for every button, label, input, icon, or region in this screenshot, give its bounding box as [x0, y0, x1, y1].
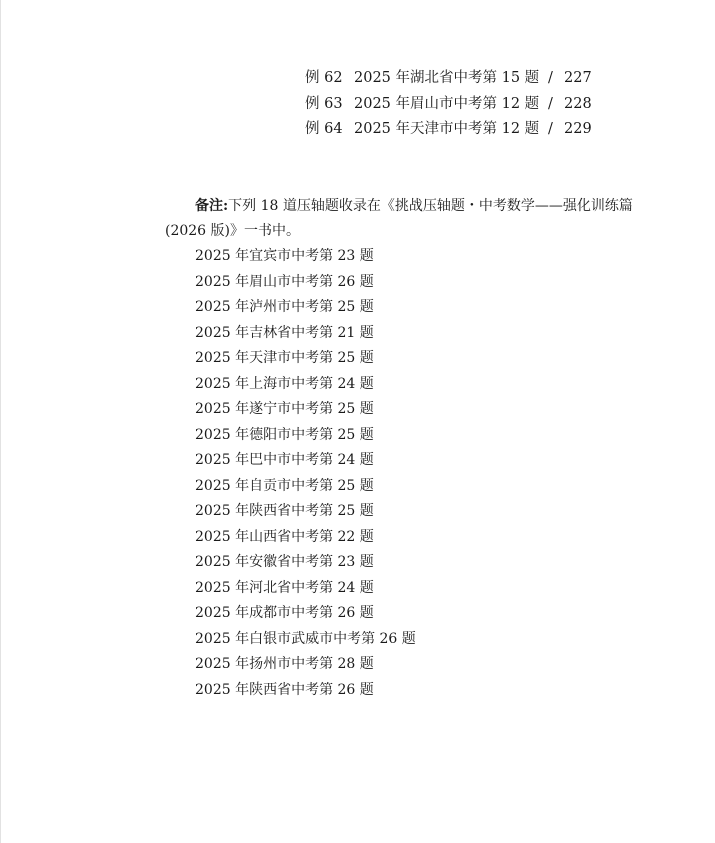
toc-entry-title: 2025 年天津市中考第 12 题 — [354, 121, 540, 137]
list-item: 2025 年天津市中考第 25 题 — [195, 350, 374, 366]
list-item: 2025 年成都市中考第 26 题 — [195, 605, 374, 621]
toc-entry — [305, 66, 592, 92]
list-item: 2025 年吉林省中考第 21 题 — [195, 324, 374, 341]
toc-entry-title: 2025 年眉山市中考第 12 题 — [354, 95, 540, 112]
list-item: 2025 年上海市中考第 24 题 — [195, 375, 374, 392]
list-item: 2025 年陕西省中考第 25 题 — [195, 503, 374, 519]
note-paragraph — [165, 194, 699, 244]
list-item: 2025 年泸州市中考第 25 题 — [195, 299, 374, 315]
toc-entry — [305, 92, 592, 118]
list-item: 2025 年安徽省中考第 23 题 — [195, 554, 374, 570]
list-item: 2025 年白银市武威市中考第 26 题 — [195, 630, 416, 647]
toc-entry-separator: / — [548, 70, 553, 86]
toc-entry-page: 229 — [564, 121, 592, 137]
toc-entry-separator: / — [548, 95, 553, 112]
note-text-continued: (2026 版)》一书中。 — [165, 223, 301, 239]
toc-entry-title: 2025 年湖北省中考第 15 题 — [354, 70, 540, 86]
list-item: 2025 年巴中市中考第 24 题 — [195, 452, 374, 468]
toc-entry-separator: / — [548, 121, 553, 137]
note-line — [165, 194, 699, 219]
note-text: 下列 18 道压轴题收录在《挑战压轴题・中考数学——强化训练篇 — [228, 198, 633, 214]
list-item: 2025 年自贡市中考第 25 题 — [195, 477, 374, 494]
toc-entry-label: 例 63 — [305, 95, 343, 112]
list-item: 2025 年德阳市中考第 25 题 — [195, 426, 374, 443]
list-item: 2025 年陕西省中考第 26 题 — [195, 681, 374, 698]
toc-entry-page: 228 — [564, 95, 592, 112]
list-item: 2025 年河北省中考第 24 题 — [195, 579, 374, 596]
list-item: 2025 年宜宾市中考第 23 题 — [195, 248, 374, 264]
toc-entry-page: 227 — [564, 70, 592, 86]
note-line — [165, 219, 699, 244]
toc-entry-label: 例 64 — [305, 121, 343, 137]
list-item: 2025 年眉山市中考第 26 题 — [195, 273, 374, 290]
list-item: 2025 年遂宁市中考第 25 题 — [195, 401, 374, 417]
list-item: 2025 年山西省中考第 22 题 — [195, 528, 374, 545]
table-of-contents — [305, 66, 592, 143]
problem-list — [195, 244, 416, 703]
toc-entry-label: 例 62 — [305, 70, 343, 86]
note-label: 备注: — [195, 198, 229, 214]
list-item: 2025 年扬州市中考第 28 题 — [195, 656, 374, 672]
toc-entry — [305, 117, 592, 143]
